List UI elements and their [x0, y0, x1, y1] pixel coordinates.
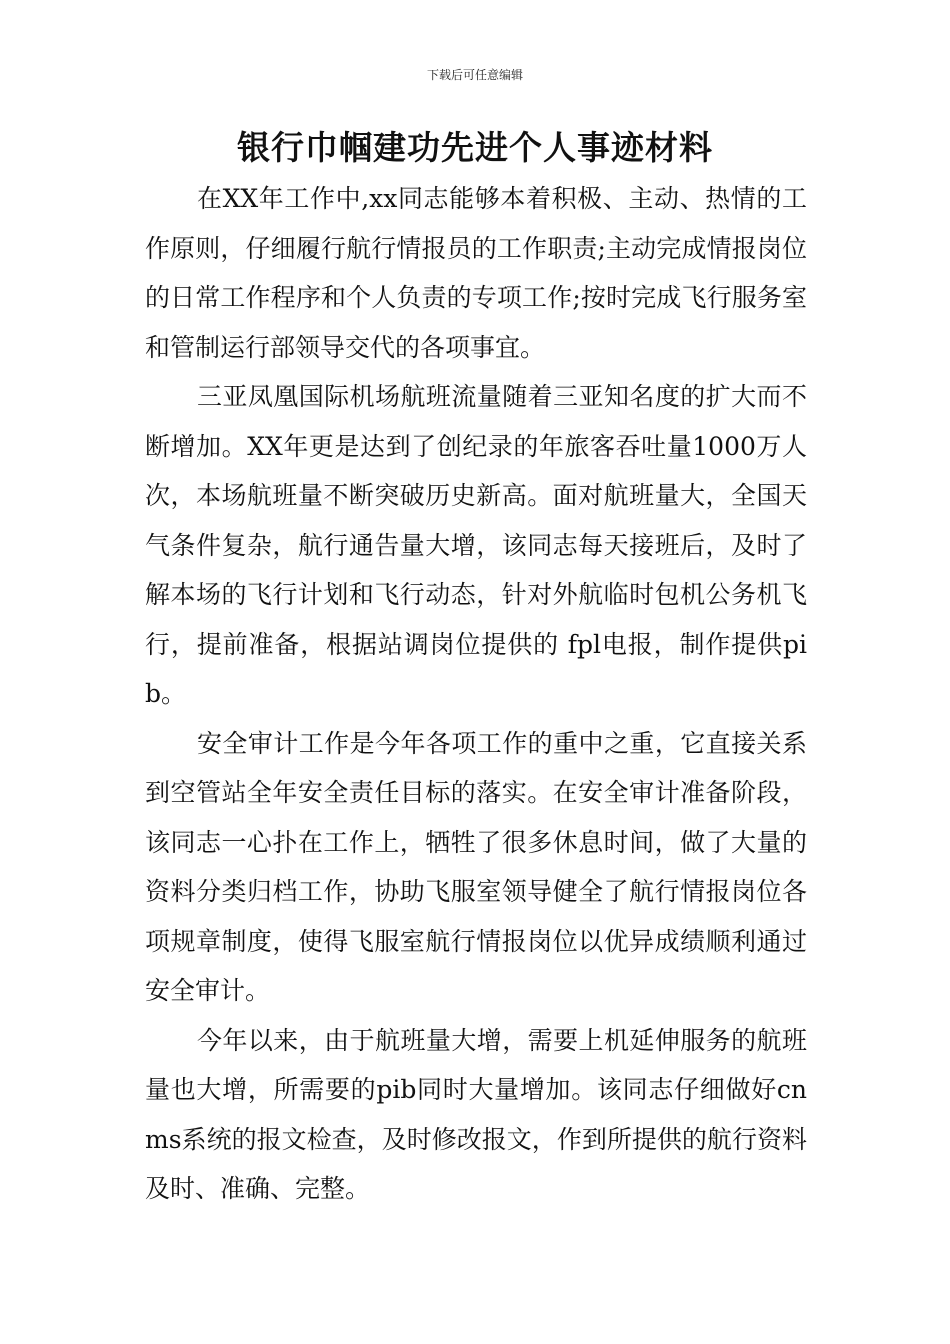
paragraph-4: 今年以来，由于航班量大增，需要上机延伸服务的航班量也大增，所需要的pib同时大量增加。该同志仔细做好cnms系统的报文检查，及时修改报文，作到所提供的航行资料及时、准确、完整。: [145, 1025, 807, 1203]
document-body: [145, 174, 807, 1214]
paragraph-3: 安全审计工作是今年各项工作的重中之重，它直接关系到空管站全年安全责任目标的落实。在安全审计准备阶段，该同志一心扑在工作上，牺牲了很多休息时间，做了大量的资料分类归档工作，协助飞服室领导健全了航行情报岗位各项规章制度，使得飞服室航行情报岗位以优异成绩顺利通过安全审计。: [145, 728, 807, 1005]
paragraph-2: 三亚凤凰国际机场航班流量随着三亚知名度的扩大而不断增加。XX年更是达到了创纪录的年旅客吞吐量1000万人次，本场航班量不断突破历史新高。面对航班量大，全国天气条件复杂，航行通告量大增，该同志每天接班后，及时了解本场的飞行计划和飞行动态，针对外航临时包机公务机飞行，提前准备，根据站调岗位提供的 fpl电报，制作提供pib。: [145, 382, 807, 708]
document-title: 银行巾帼建功先进个人事迹材料: [237, 128, 713, 167]
paragraph-1: 在XX年工作中,xx同志能够本着积极、主动、热情的工作原则，仔细履行航行情报员的工作职责;主动完成情报岗位的日常工作程序和个人负责的专项工作;按时完成飞行服务室和管制运行部领导交代的各项事宜。: [145, 184, 807, 362]
header-note: 下载后可任意编辑: [426, 68, 523, 82]
